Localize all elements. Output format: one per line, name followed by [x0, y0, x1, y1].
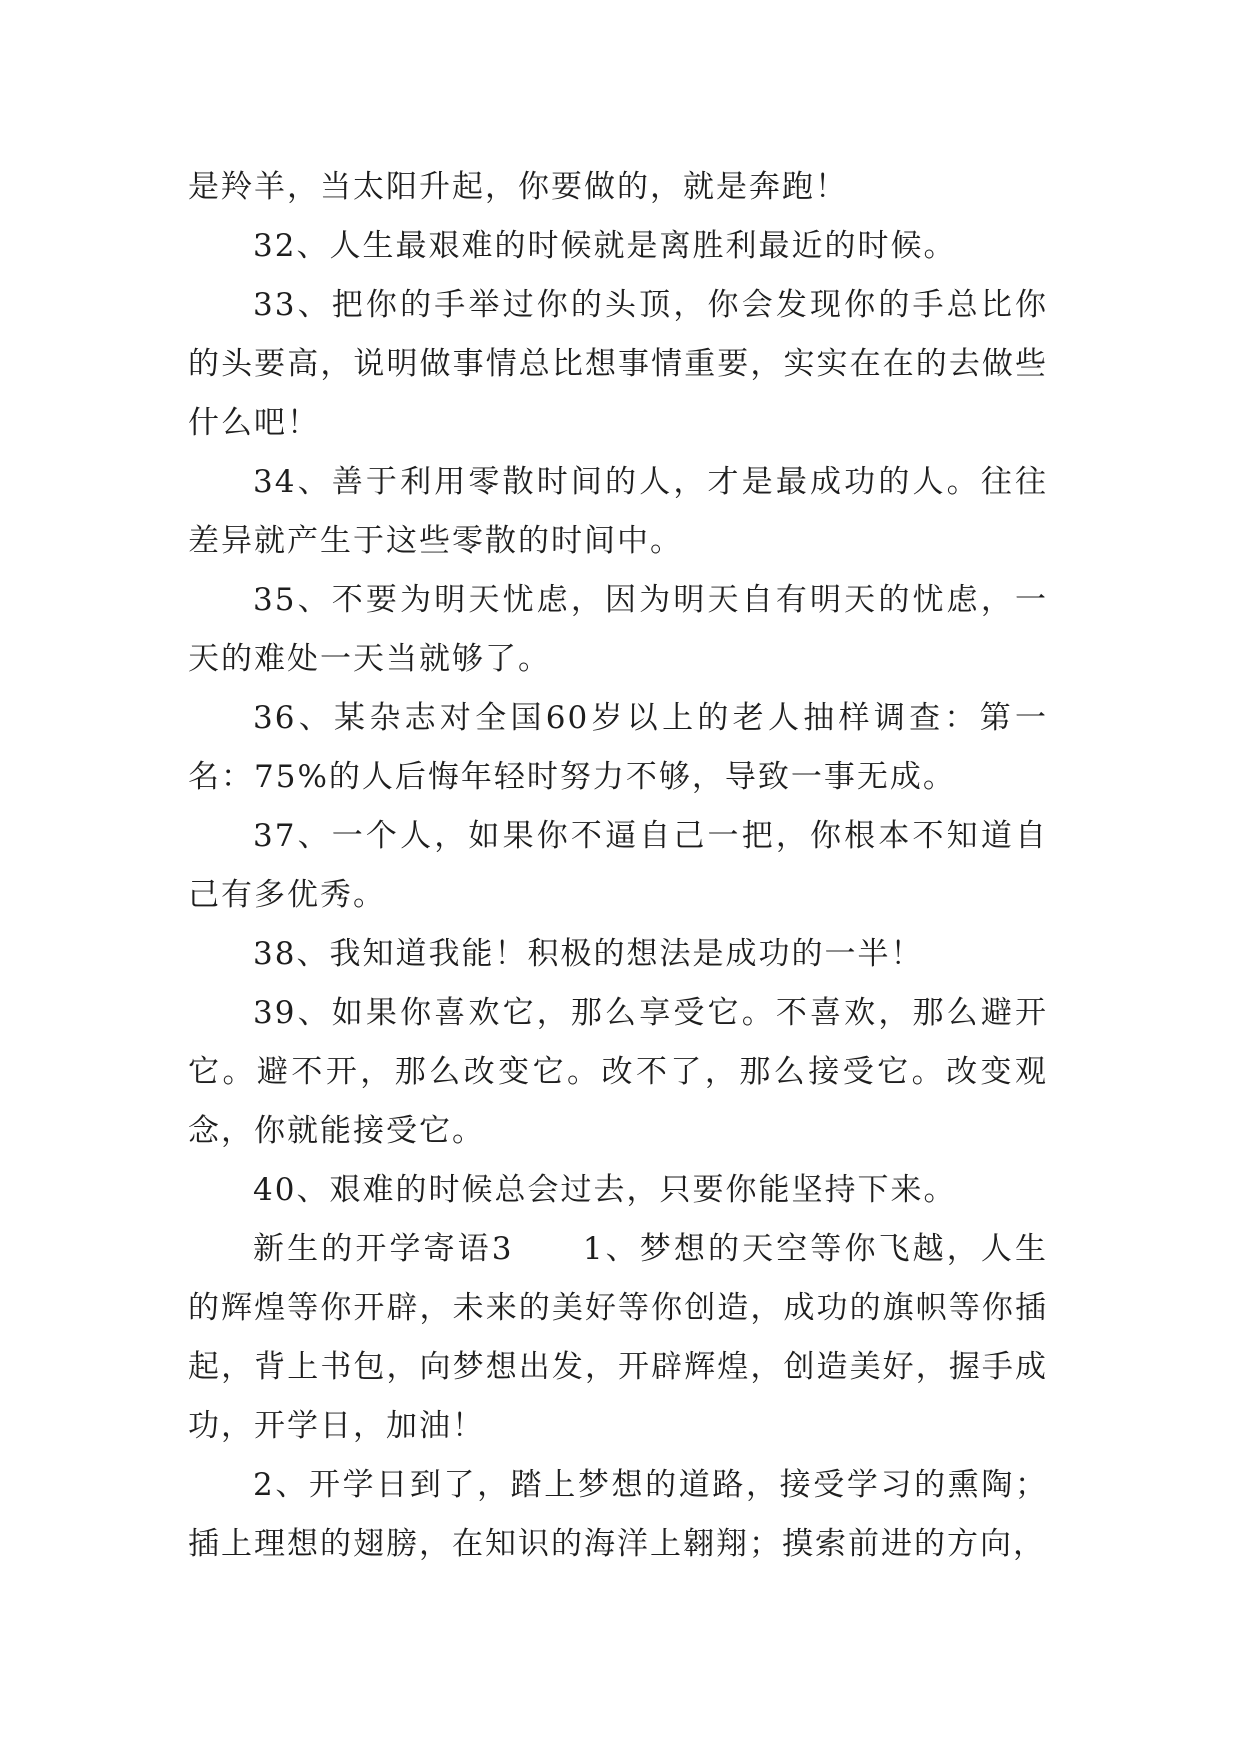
- paragraph-item-38: 38、我知道我能！积极的想法是成功的一半！: [253, 936, 924, 972]
- paragraph-continuation: 是羚羊，当太阳升起，你要做的，就是奔跑！: [188, 169, 848, 205]
- paragraph-section-3: 新生的开学寄语3 1、梦想的天空等你飞越，人生的辉煌等你开辟，未来的美好等你创造，成功的旗帜等你插起，背上书包，向梦想出发，开辟辉煌，创造美好，握手成功，开学日，加油！: [188, 1231, 1048, 1444]
- paragraph-item-37: 37、一个人，如果你不逼自己一把，你根本不知道自己有多优秀。: [188, 818, 1048, 913]
- paragraph-item-40: 40、艰难的时候总会过去，只要你能坚持下来。: [253, 1172, 957, 1208]
- document-body: [188, 158, 1048, 1574]
- paragraph-item-36: 36、某杂志对全国60岁以上的老人抽样调查：第一名：75%的人后悔年轻时努力不够，导致一事无成。: [188, 700, 1048, 795]
- paragraph-section-3-item-2: 2、开学日到了，踏上梦想的道路，接受学习的熏陶；插上理想的翅膀，在知识的海洋上翱翔；摸索前进的方向，: [188, 1467, 1048, 1562]
- paragraph-item-34: 34、善于利用零散时间的人，才是最成功的人。往往差异就产生于这些零散的时间中。: [188, 464, 1048, 559]
- paragraph-item-35: 35、不要为明天忧虑，因为明天自有明天的忧虑，一天的难处一天当就够了。: [188, 582, 1048, 677]
- paragraph-item-32: 32、人生最艰难的时候就是离胜利最近的时候。: [253, 228, 957, 264]
- paragraph-item-39: 39、如果你喜欢它，那么享受它。不喜欢，那么避开它。避不开，那么改变它。改不了，那么接受它。改变观念，你就能接受它。: [188, 995, 1048, 1149]
- paragraph-item-33: 33、把你的手举过你的头顶，你会发现你的手总比你的头要高，说明做事情总比想事情重要，实实在在的去做些什么吧！: [188, 287, 1048, 441]
